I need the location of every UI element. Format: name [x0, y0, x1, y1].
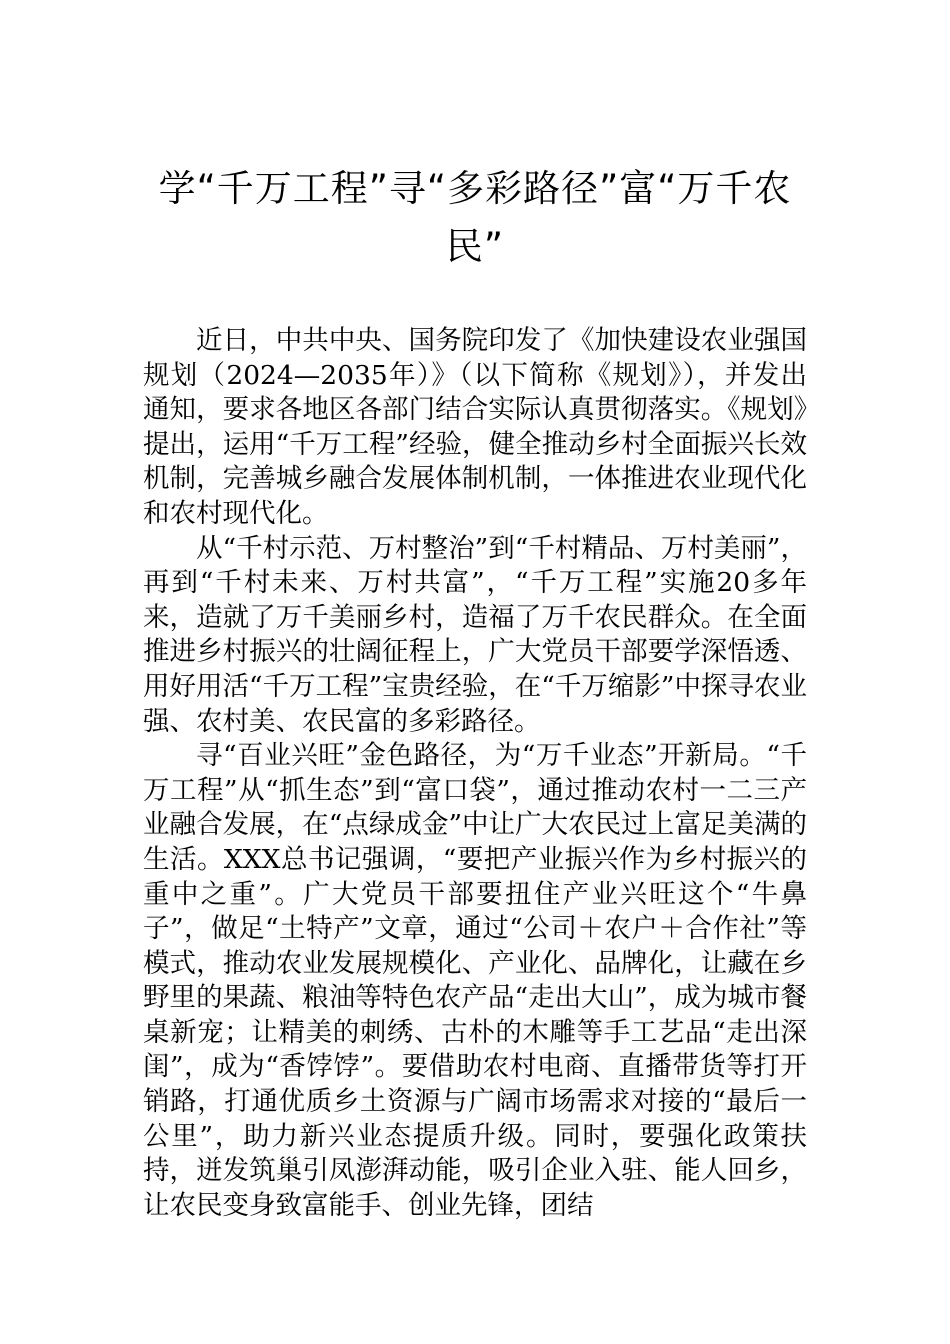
- paragraph-2: 从“千村示范、万村整治”到“千村精品、万村美丽”，再到“千村未来、万村共富”，“千万工程”实施20多年来，造就了万千美丽乡村，造福了万千农民群众。在全面推进乡村振兴的壮阔征程上，广大党员干部要学深悟透、用好用活“千万工程”宝贵经验，在“千万缩影”中探寻农业强、农村美、农民富的多彩路径。: [143, 532, 807, 737]
- document-body: [143, 324, 807, 1223]
- paragraph-1: 近日，中共中央、国务院印发了《加快建设农业强国规划（2024—2035年）》（以下简称《规划》），并发出通知，要求各地区各部门结合实际认真贯彻落实。《规划》提出，运用“千万工程”经验，健全推动乡村全面振兴长效机制，完善城乡融合发展体制机制，一体推进农业现代化和农村现代化。: [143, 325, 807, 529]
- paragraph-3: 寻“百业兴旺”金色路径，为“万千业态”开新局。“千万工程”从“抓生态”到“富口袋”，通过推动农村一二三产业融合发展，在“点绿成金”中让广大农民过上富足美满的生活。XXX总书记强调，“要把产业振兴作为乡村振兴的重中之重”。广大党员干部要扭住产业兴旺这个“牛鼻子”，做足“土特产”文章，通过“公司＋农户＋合作社”等模式，推动农业发展规模化、产业化、品牌化，让藏在乡野里的果蔬、粮油等特色农产品“走出大山”，成为城市餐桌新宠；让精美的刺绣、古朴的木雕等手工艺品“走出深闺”，成为“香饽饽”。要借助农村电商、直播带货等打开销路，打通优质乡土资源与广阔市场需求对接的“最后一公里”，助力新兴业态提质升级。同时，要强化政策扶持，迸发筑巢引凤澎湃动能，吸引企业入驻、能人回乡，让农民变身致富能手、创业先锋，团结: [143, 740, 807, 1221]
- document-title: 学“千万工程”寻“多彩路径”富“万千农民”: [158, 167, 792, 268]
